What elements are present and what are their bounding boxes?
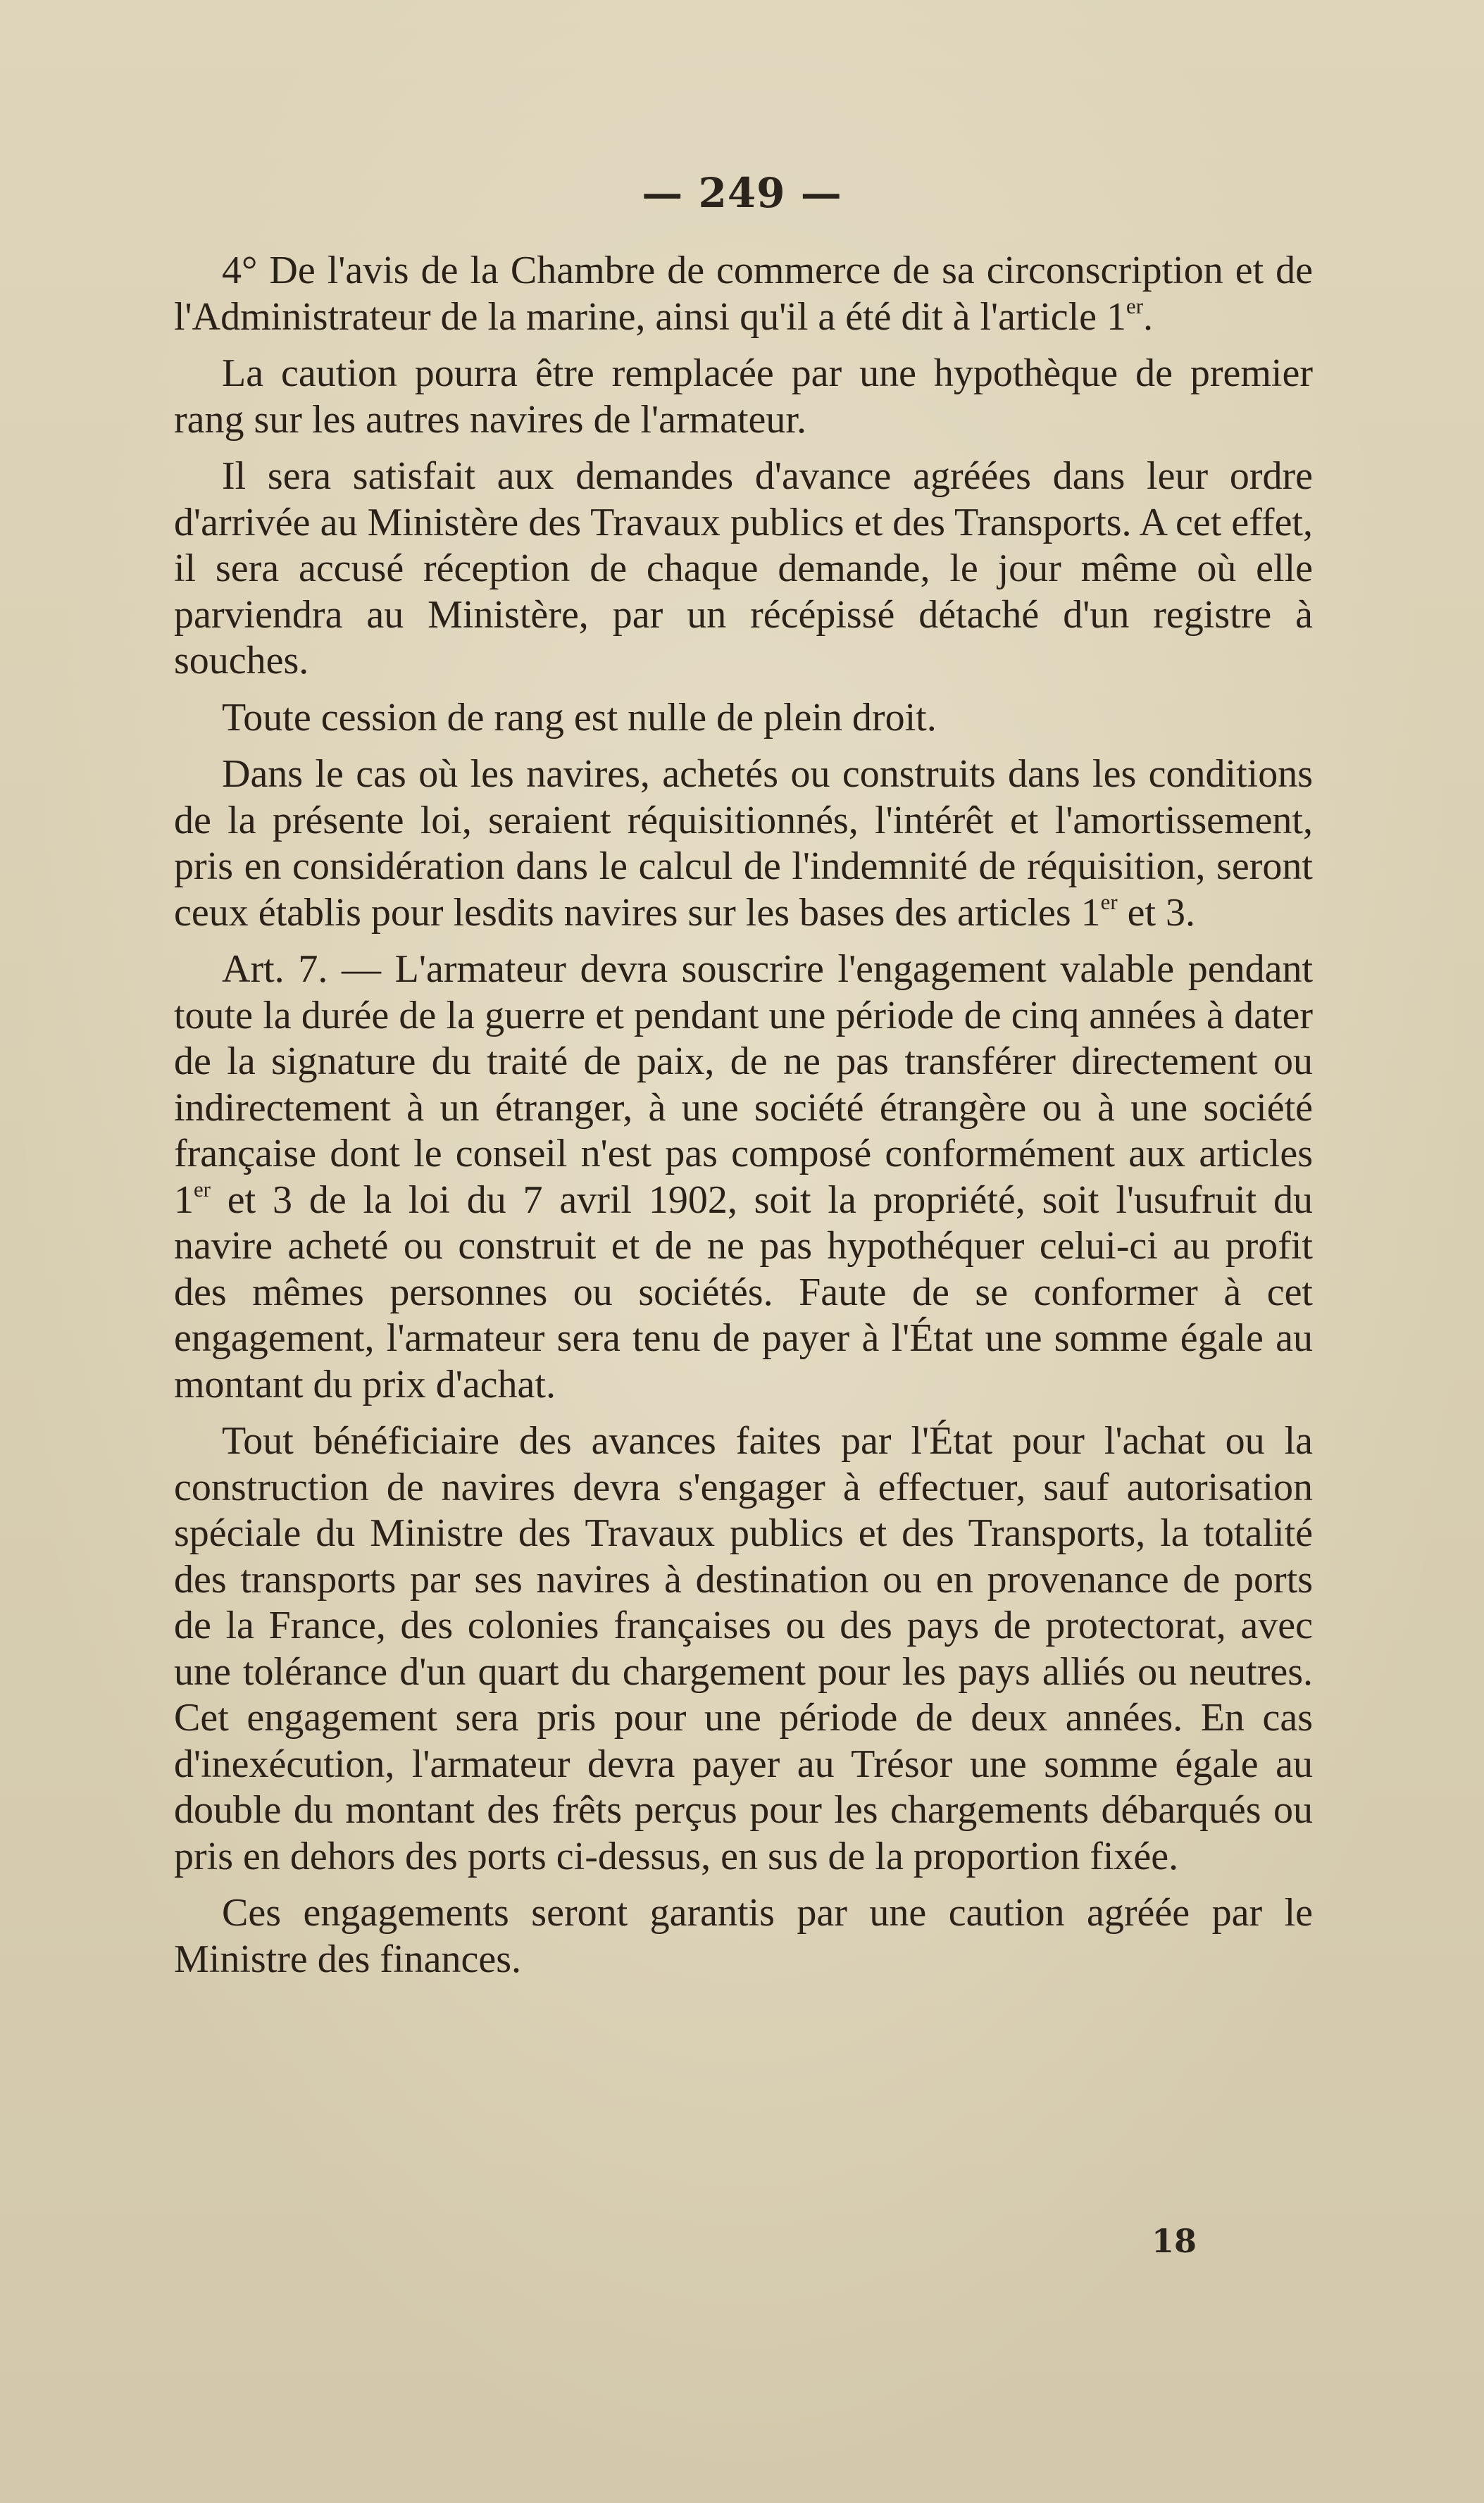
paragraph-5-text: Dans le cas où les navires, achetés ou construits dans les conditions de la présente loi, seraient réquisitionnés, l'intérêt et l'amortissement, pris en considération dans le calcul de l'indemnité de réquisition, seront ceux établis pour lesdits navires sur les bases des articles 1 — [174, 752, 1313, 935]
paragraph-1 — [174, 248, 1313, 340]
paragraph-2: La caution pourra être remplacée par une hypothèque de premier rang sur les autres navires de l'armateur. — [174, 351, 1313, 442]
paragraph-article-7-text-b: et 3 de la loi du 7 avril 1902, soit la propriété, soit l'usufruit du navire acheté ou construit et de ne pas hypothéquer celui-ci au profit des mêmes personnes ou sociétés. Faute de se conformer à cet engagement, l'armateur sera tenu de payer à l'État une somme égale au montant du prix d'achat. — [174, 1178, 1313, 1406]
paragraph-3: Il sera satisfait aux demandes d'avance agréées dans leur ordre d'arrivée au Ministère des Travaux publics et des Transports. A cet effet, il sera accusé réception de chaque demande, le jour même où elle parviendra au Ministère, par un récépissé détaché d'un registre à souches. — [174, 454, 1313, 682]
paragraph-7: Tout bénéficiaire des avances faites par l'État pour l'achat ou la construction de navires devra s'engager à effectuer, sauf autorisation spéciale du Ministre des Travaux publics et des Transports, la totalité des transports par ses navires à destination ou en provenance de ports de la France, des colonies françaises ou des pays de protectorat, avec une tolérance d'un quart du chargement pour les pays alliés ou neutres. Cet engagement sera pris pour une période de deux années. En cas d'inexécution, l'armateur devra payer au Trésor une somme égale au double du montant des frêts perçus pour les chargements débarqués ou pris en dehors des ports ci-dessus, en sus de la proportion fixée. — [174, 1419, 1313, 1878]
body-text — [174, 248, 1313, 1993]
paragraph-article-7 — [174, 947, 1313, 1408]
page-number: — 249 — — [642, 169, 842, 217]
paragraph-4: Toute cession de rang est nulle de plein droit. — [222, 695, 937, 739]
paragraph-article-7-text-a: Art. 7. — L'armateur devra souscrire l'engagement valable pendant toute la durée de la guerre et pendant une période de cinq années à dater de la signature du traité de paix, de ne pas transférer directement ou indirectement à un étranger, à une société étrangère ou à une société française dont le conseil n'est pas composé conformément aux articles 1 — [174, 947, 1313, 1222]
paragraph-5-end: et 3. — [1117, 890, 1196, 935]
paragraph-1-end: . — [1142, 294, 1153, 339]
paragraph-5 — [174, 751, 1313, 936]
signature-mark: 18 — [1152, 2222, 1197, 2260]
paragraph-8: Ces engagements seront garantis par une caution agréée par le Ministre des finances. — [174, 1891, 1313, 1981]
paragraph-article-7-superscript: er — [194, 1177, 211, 1201]
paragraph-1-text: 4° De l'avis de la Chambre de commerce de sa circonscription et de l'Administrateur de la marine, ainsi qu'il a été dit à l'article 1 — [174, 249, 1313, 339]
paragraph-5-superscript: er — [1100, 890, 1118, 914]
paragraph-1-superscript: er — [1126, 294, 1143, 318]
